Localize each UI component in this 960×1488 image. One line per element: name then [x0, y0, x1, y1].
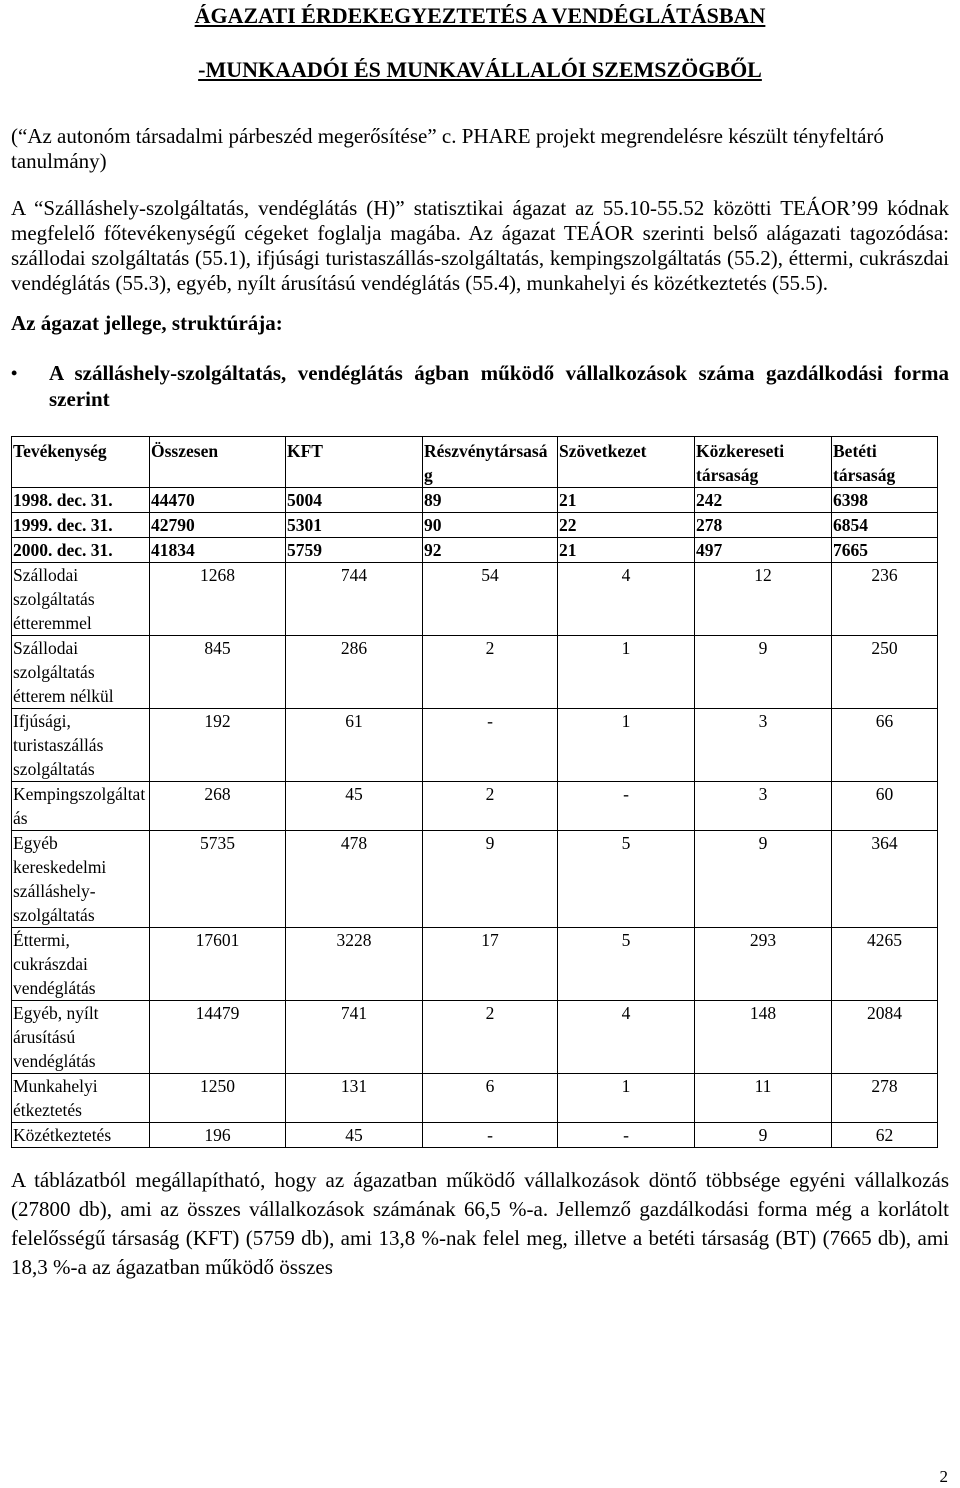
- table-cell: 54: [423, 563, 558, 636]
- table-cell: Szállodai szolgáltatás étteremmel: [12, 563, 150, 636]
- table-header-cell: Közkereseti társaság: [695, 437, 832, 488]
- table-cell: 4265: [832, 928, 938, 1001]
- table-cell: 1999. dec. 31.: [12, 513, 150, 538]
- table-cell: 2000. dec. 31.: [12, 538, 150, 563]
- table-cell: 3: [695, 782, 832, 831]
- table-cell: -: [423, 709, 558, 782]
- table-cell: 845: [150, 636, 286, 709]
- table-cell: 89: [423, 488, 558, 513]
- table-cell: 148: [695, 1001, 832, 1074]
- table-cell: 2: [423, 636, 558, 709]
- table-row: [12, 488, 938, 513]
- table-cell: Ifjúsági, turistaszállás szolgáltatás: [12, 709, 150, 782]
- table-row: [12, 1074, 938, 1123]
- table-cell: 131: [286, 1074, 423, 1123]
- table-cell: 3228: [286, 928, 423, 1001]
- table-cell: 90: [423, 513, 558, 538]
- table-cell: 497: [695, 538, 832, 563]
- table-cell: 6854: [832, 513, 938, 538]
- table-row: [12, 513, 938, 538]
- table-cell: 9: [695, 831, 832, 928]
- table-cell: 7665: [832, 538, 938, 563]
- table-row: [12, 636, 938, 709]
- table-cell: 5301: [286, 513, 423, 538]
- table-cell: -: [423, 1123, 558, 1148]
- table-cell: 62: [832, 1123, 938, 1148]
- table-header-cell: Betéti társaság: [832, 437, 938, 488]
- table-header-cell: Részvénytársaság: [423, 437, 558, 488]
- table-cell: 41834: [150, 538, 286, 563]
- table-header-cell: Szövetkezet: [558, 437, 695, 488]
- table-cell: 236: [832, 563, 938, 636]
- table-cell: 192: [150, 709, 286, 782]
- table-cell: 5735: [150, 831, 286, 928]
- bullet-text: A szálláshely-szolgáltatás, vendéglátás ágban működő vállalkozások száma gazdálkodási forma szerint: [49, 361, 949, 411]
- table-cell: 278: [832, 1074, 938, 1123]
- table-cell: 286: [286, 636, 423, 709]
- document-title-line1: ÁGAZATI ÉRDEKEGYEZTETÉS A VENDÉGLÁTÁSBAN: [194, 3, 766, 28]
- table-cell: 12: [695, 563, 832, 636]
- table-header-cell: Tevékenység: [12, 437, 150, 488]
- table-cell: 4: [558, 1001, 695, 1074]
- table-cell: Egyéb kereskedelmi szálláshely-szolgáltatás: [12, 831, 150, 928]
- table-header-cell: Összesen: [150, 437, 286, 488]
- document-page: [11, 0, 949, 1282]
- table-cell: 242: [695, 488, 832, 513]
- table-cell: 278: [695, 513, 832, 538]
- table-cell: 1: [558, 636, 695, 709]
- intro-paragraph: (“Az autonóm társadalmi párbeszéd megerősítése” c. PHARE projekt megrendelésre készült tényfeltáró tanulmány): [11, 124, 884, 173]
- table-cell: 741: [286, 1001, 423, 1074]
- table-cell: 6398: [832, 488, 938, 513]
- table-row: [12, 538, 938, 563]
- page-number: 2: [939, 1467, 948, 1486]
- table-cell: 4: [558, 563, 695, 636]
- table-cell: 45: [286, 1123, 423, 1148]
- table-cell: 250: [832, 636, 938, 709]
- table-row: [12, 782, 938, 831]
- table-cell: 21: [558, 538, 695, 563]
- table-cell: 3: [695, 709, 832, 782]
- table-cell: -: [558, 1123, 695, 1148]
- table-cell: Éttermi, cukrászdai vendéglátás: [12, 928, 150, 1001]
- table-cell: 6: [423, 1074, 558, 1123]
- table-cell: 268: [150, 782, 286, 831]
- table-cell: 1: [558, 1074, 695, 1123]
- section-heading: Az ágazat jellege, struktúrája:: [11, 311, 283, 335]
- table-cell: 11: [695, 1074, 832, 1123]
- table-cell: 61: [286, 709, 423, 782]
- table-cell: 9: [695, 1123, 832, 1148]
- table-cell: 14479: [150, 1001, 286, 1074]
- table-cell: 60: [832, 782, 938, 831]
- table-cell: 478: [286, 831, 423, 928]
- table-row: [12, 563, 938, 636]
- table-cell: 21: [558, 488, 695, 513]
- table-cell: 9: [695, 636, 832, 709]
- table-cell: 45: [286, 782, 423, 831]
- table-row: [12, 1001, 938, 1074]
- table-cell: 5004: [286, 488, 423, 513]
- table-cell: 2: [423, 782, 558, 831]
- table-cell: 1268: [150, 563, 286, 636]
- table-cell: 364: [832, 831, 938, 928]
- table-cell: 1250: [150, 1074, 286, 1123]
- table-cell: 42790: [150, 513, 286, 538]
- table-cell: 1998. dec. 31.: [12, 488, 150, 513]
- table-row: [12, 928, 938, 1001]
- main-paragraph: A “Szálláshely-szolgáltatás, vendéglátás (H)” statisztikai ágazat az 55.10-55.52 közötti TEÁOR’99 kódnak megfelelő főtevékenységű cégeket foglalja magába. Az ágazat TEÁOR szerinti belső alágazati tagozódása: szállodai szolgáltatás (55.1), ifjúsági turistaszállás-szolgáltatás, kempingszolgáltatás (55.2), éttermi, cukrászdai vendéglátás (55.3), egyéb, nyílt árusítású vendéglátás (55.4), munkahelyi és közétkeztetés (55.5).: [11, 196, 949, 295]
- table-cell: 5759: [286, 538, 423, 563]
- table-header-cell: KFT: [286, 437, 423, 488]
- table-cell: Munkahelyi étkeztetés: [12, 1074, 150, 1123]
- table-cell: Kempingszolgáltatás: [12, 782, 150, 831]
- table-header-row: [12, 437, 938, 488]
- table-row: [12, 709, 938, 782]
- table-cell: Egyéb, nyílt árusítású vendéglátás: [12, 1001, 150, 1074]
- table-cell: 196: [150, 1123, 286, 1148]
- table-cell: 744: [286, 563, 423, 636]
- table-row: [12, 831, 938, 928]
- table-cell: 293: [695, 928, 832, 1001]
- table-cell: 44470: [150, 488, 286, 513]
- table-row: [12, 1123, 938, 1148]
- table-cell: 2084: [832, 1001, 938, 1074]
- table-cell: 1: [558, 709, 695, 782]
- table-cell: Közétkeztetés: [12, 1123, 150, 1148]
- table-cell: 17: [423, 928, 558, 1001]
- table-cell: 92: [423, 538, 558, 563]
- table-cell: 9: [423, 831, 558, 928]
- table-cell: -: [558, 782, 695, 831]
- table-cell: 5: [558, 831, 695, 928]
- table-cell: 17601: [150, 928, 286, 1001]
- table-cell: 22: [558, 513, 695, 538]
- table-cell: 2: [423, 1001, 558, 1074]
- document-title-line2: -MUNKAADÓI ÉS MUNKAVÁLLALÓI SZEMSZÖGBŐL: [198, 57, 762, 82]
- table-cell: 66: [832, 709, 938, 782]
- table-cell: Szállodai szolgáltatás étterem nélkül: [12, 636, 150, 709]
- conclusion-paragraph: A táblázatból megállapítható, hogy az ágazatban működő vállalkozások döntő többsége egyéni vállalkozás (27800 db), ami az összes vállalkozások számának 66,5 %-a. Jellemző gazdálkodási forma még a korlátolt felelősségű társaság (KFT) (5759 db), ami 13,8 %-nak felel meg, illetve a betéti társaság (BT) (7665 db), ami 18,3 %-a az ágazatban működő összes: [11, 1168, 949, 1279]
- bullet-item: [11, 360, 949, 412]
- bullet-icon: •: [11, 363, 18, 383]
- table-cell: 5: [558, 928, 695, 1001]
- enterprise-table: [11, 436, 938, 1148]
